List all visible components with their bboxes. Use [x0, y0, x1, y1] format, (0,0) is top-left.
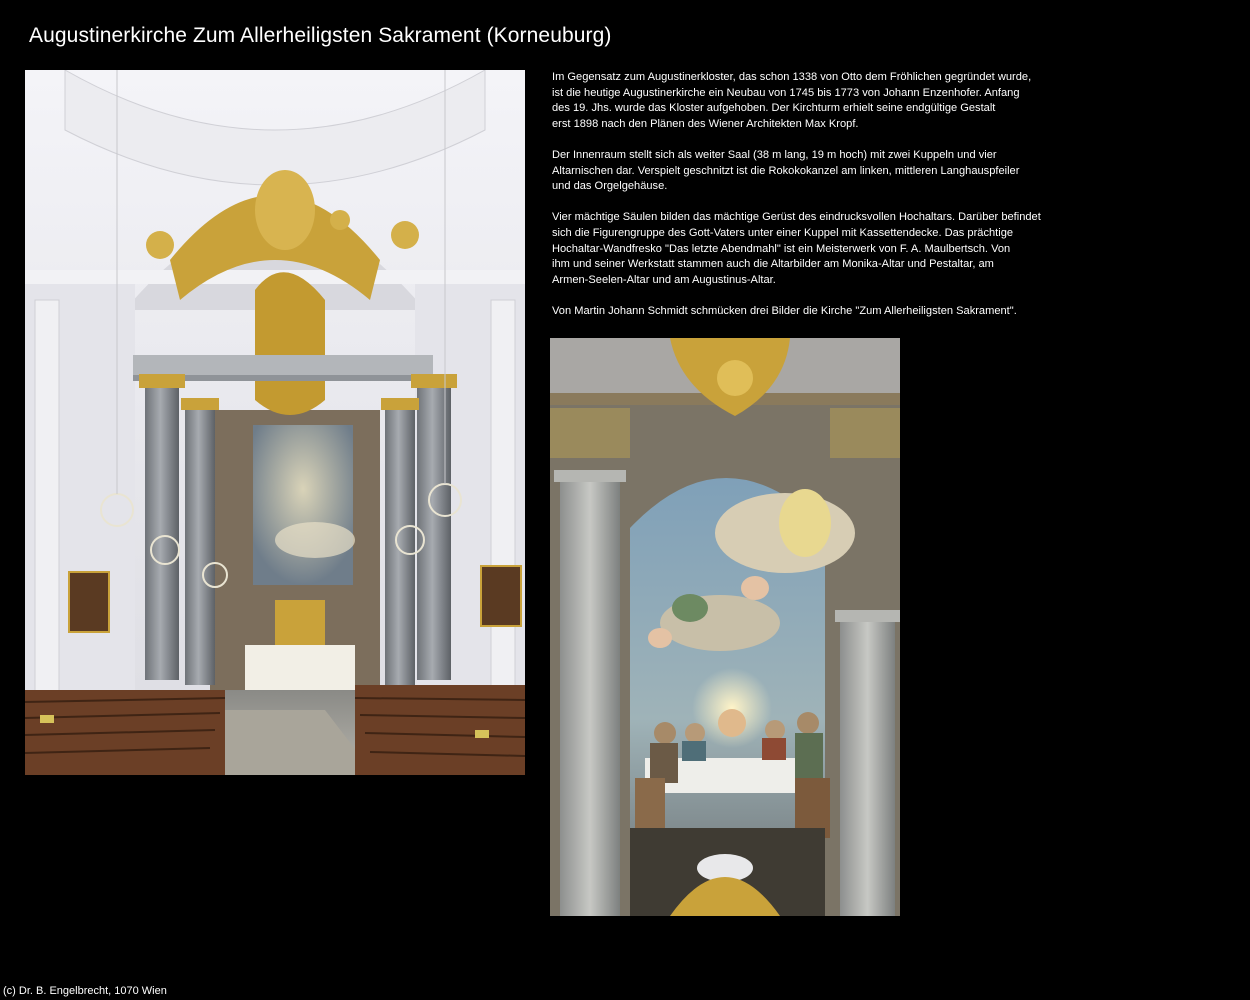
- altar-fresco-illustration: [550, 338, 900, 916]
- church-interior-photo: [25, 70, 525, 775]
- page-title: Augustinerkirche Zum Allerheiligsten Sakrament (Korneuburg): [29, 24, 612, 47]
- church-interior-illustration: [25, 70, 525, 775]
- paragraph-high-altar: [552, 210, 1092, 288]
- paragraph-line: und das Orgelgehäuse.: [552, 180, 668, 193]
- paragraph-line: ist die heutige Augustinerkirche ein Neubau von 1745 bis 1773 von Johann Enzenhofer. Anfang: [552, 86, 1020, 99]
- copyright-footer: (c) Dr. B. Engelbrecht, 1070 Wien: [3, 985, 167, 997]
- paragraph-line: Altarnischen dar. Verspielt geschnitzt ist die Rokokokanzel am linken, mittleren Langhauspfeiler: [552, 164, 1020, 177]
- altar-fresco-photo: [550, 338, 900, 916]
- paragraph-line: Der Innenraum stellt sich als weiter Saal (38 m lang, 19 m hoch) mit zwei Kuppeln und vier: [552, 148, 997, 161]
- paragraph-line: sich die Figurengruppe des Gott-Vaters unter einer Kuppel mit Kassettendecke. Das prächtige: [552, 226, 1014, 239]
- paragraph-history: [552, 70, 1092, 132]
- paragraph-line: des 19. Jhs. wurde das Kloster aufgehoben. Der Kirchturm erhielt seine endgültige Gestalt: [552, 102, 996, 115]
- paragraph-line: erst 1898 nach den Plänen des Wiener Architekten Max Kropf.: [552, 117, 859, 130]
- paragraph-line: Vier mächtige Säulen bilden das mächtige Gerüst des eindrucksvollen Hochaltars. Darüber befindet: [552, 211, 1041, 224]
- description-text: [552, 70, 1092, 335]
- paragraph-interior: [552, 148, 1092, 195]
- paragraph-line: Im Gegensatz zum Augustinerkloster, das schon 1338 von Otto dem Fröhlichen gegründet wurde,: [552, 71, 1032, 83]
- paragraph-line: ihm und seiner Werkstatt stammen auch die Altarbilder am Monika-Altar und Pestaltar, am: [552, 258, 994, 271]
- paragraph-line: Von Martin Johann Schmidt schmücken drei Bilder die Kirche "Zum Allerheiligsten Sakrament".: [552, 304, 1017, 317]
- paragraph-schmidt: [552, 304, 1092, 320]
- paragraph-line: Armen-Seelen-Altar und am Augustinus-Altar.: [552, 273, 776, 286]
- paragraph-line: Hochaltar-Wandfresko "Das letzte Abendmahl" ist ein Meisterwerk von F. A. Maulbertsch. Von: [552, 242, 1011, 255]
